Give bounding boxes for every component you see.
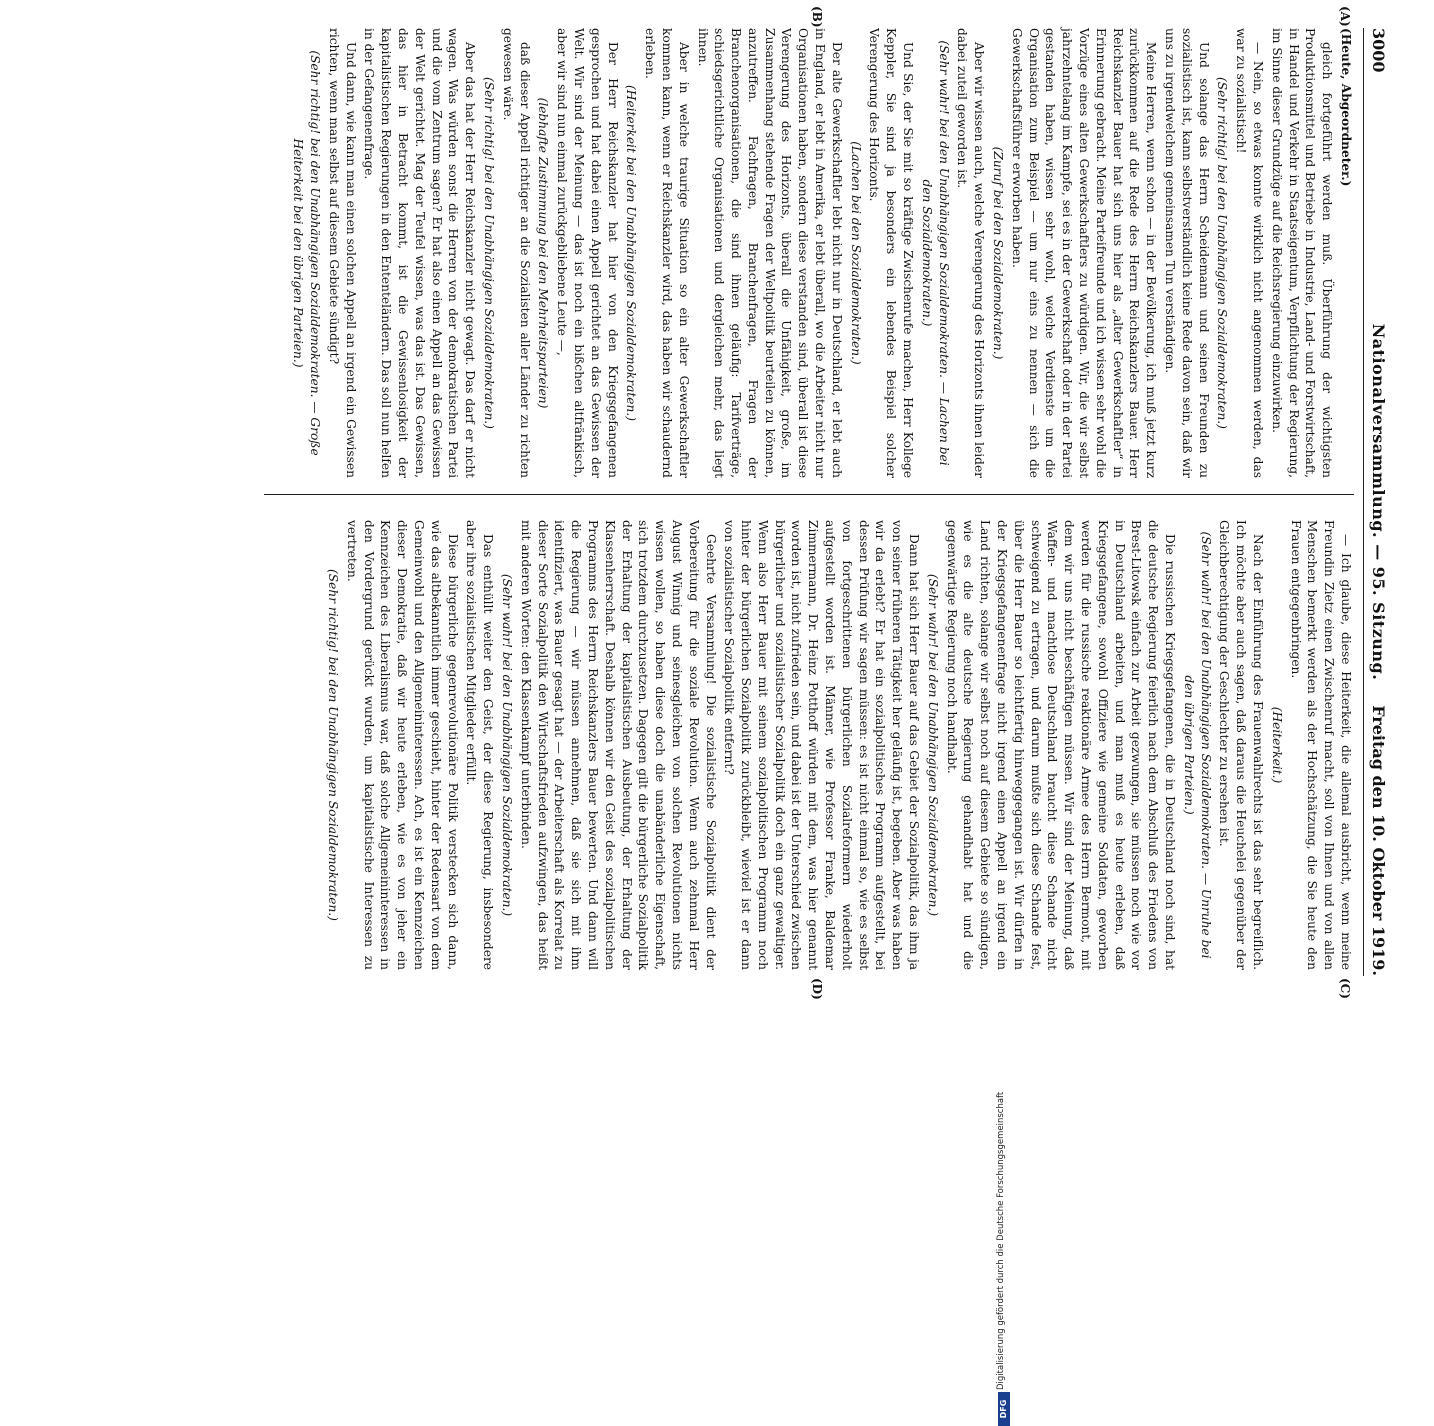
paragraph: Der Herr Reichskanzler hat hier von den Kriegsgefangenen gesprochen und hat dabei einen Appell gerichtet an das Gewissen der Welt. Wir sind der Meinung — das ist noch ein bißchen altfränkisch, aber wir sind nun einmal zurückgebliebene Leute —, [555,28,620,478]
paragraph: Der alte Gewerkschaftler lebt nicht nur in Deutschland, er lebt auch in England, er lebt in Amerika, er lebt überall, wo die Arbeiter nicht nur Organisationen haben, sondern diese verstanden sind, überall ist diese Verengerung des Horizonts, überall die Unfähigkeit, große, im Zusammenhang stehende Fragen der Weltpolitik beurteilen zu können, anzutreffen. Fachfragen, Branchenfragen, Fragen der Branchenorganisationen, die sind ihnen geläufig: Tarifverträge, schiedsgerichtliche Organisationen und dergleichen mehr, das liegt ihnen. [695,28,844,478]
paragraph: Aber wir wissen auch, welche Verengerung des Horizonts ihnen leider dabei zuteil geworden ist. [955,28,987,479]
session-date: Freitag den 10. Oktober 1919. [1369,705,1388,976]
paragraph: Aber das hat der Herr Reichskanzler nicht gewagt. Das darf er nicht wagen. Was würden sonst die Herren von der demokratischen Partei und die vom Zentrum sagen? Er hat also einen Appell an das Gewissen der Welt gerichtet. Mag der Teufel wissen, was das ist. Das Gewissen, das hier in Betracht kommt, ist die Gewissenlosigkeit der kapitalistischen Regierungen in den Ententeländern. Das soll nun helfen in der Gefangenenfrage. [362,28,478,478]
paragraph: Diese bürgerliche gegenrevolutionäre Politik verstecken sich dann, wie das altbekanntlich immer geschieht, hinter der Redensart von dem Gemeinwohl und den Allgemeininteressen. Ach, es ist ein Kennzeichen dieser Demokratie, daß wir heute erleben, wie es von jeher ein Kennzeichen des Liberalismus war, daß solche Allgemeininteressen in den Vordergrund gerückt wurden, um kapitalistische Interessen zu vertreten. [344,520,460,970]
paragraph: Dann hat sich Herr Bauer auf das Gebiet der Sozialpolitik, das ihm ja von seiner früheren Tätigkeit her geläufig ist, begeben. Aber was haben wir da erlebt? Er hat ein sozialpolitisches Programm aufgestellt, bei dessen Prüfung wir sagen müssen: es ist nicht einmal so, wie es selbst von fortgeschrittenen bürgerlichen Sozialreformern wiederholt aufgestellt worden ist. Männer, wie Professor Franke, Baldemar Zimmermann, Dr. Heinz Potthoff würden mit dem, was hier genannt worden ist, nicht zufrieden sein, und dabei ist der Unterschied zwischen bürgerlicher und sozialistischer Sozialpolitik doch ein ganz gewaltiger. Wenn also Herr Bauer mit seinem sozialpolitischen Programm noch hinter der bürgerlichen Sozialpolitik zurückbleibt, wieviel ist er dann von sozialistischer Sozialpolitik entfernt? [722,520,922,970]
interjection: (Sehr richtig! bei den Unabhängigen Sozialdemokraten. — Große Heiterkeit bei den übrigen Parteien.) [291,50,322,456]
paragraph: gleich fortgeführt werden muß. Überführung der wichtigsten Produktionsmittel und Betriebe in Industrie, Land- und Forstwirtschaft, in Handel und Verkehr in Staatseigentum, Verpflichtung der Regierung, im Sinne dieser Grundzüge auf die Reichsregierung einzuwirken. [1269,28,1335,478]
page-header [1362,28,1390,976]
interjection: (Sehr richtig! bei den Unabhängigen Sozialdemokraten.) [1215,77,1230,429]
column-divider [264,494,1354,495]
page-number: 3000 [1369,28,1388,73]
interjection: (Lachen bei den Sozialdemokraten.) [848,141,863,365]
margin-mark-d: (D) [810,978,824,1000]
margin-mark-c: (C) [1338,978,1352,999]
paragraph: daß dieser Appell richtiger an die Sozialisten aller Länder zu richten gewesen wäre. [500,28,532,478]
interjection: (Sehr wahr! bei den Unabhängigen Sozialdemokraten.) [499,573,514,917]
digitization-credit: Digitalisierung gefördert durch die Deutsche Forschungsgemeinschaft [996,1091,1006,1390]
running-title: Nationalversammlung. — 95. Sitzung. [1369,323,1388,681]
speaker-line: (Heute, Abgeordneter.) [1339,28,1353,187]
dfg-logo: DFG [998,1392,1010,1426]
paragraph: Meine Herren, wenn schon — in der Bevölkerung, ich muß jetzt kurz zurückkommen auf die Rede des Herrn Reichskanzlers Bauer. Herr Reichskanzler Bauer hat sich uns hier als „alter Gewerkschaftler“ in Erinnerung gebracht. Meine Parteifreunde und ich wissen sehr wohl die Vorzüge eines alten Gewerkschaftlers zu würdigen. Wir, die wir selbst jahrzehntelang im Kampfe, sei es in der Gewerkschaft oder in der Partei gestanden haben, wissen sehr wohl, welche Verdienste um die Organisation zum Beispiel — um nur eins zu nennen — sich die Gewerkschaftsführer erworben haben. [1009,28,1159,478]
paragraph: — Ich glaube, diese Heiterkeit, die allemal ausbricht, wenn meine Freundin Zietz einen Zwischenruf macht, soll von Ihnen und von allen Menschen bemerkt werden als der Hochschätzung, die Sie heute den Frauen entgegenbringen. [1288,520,1353,970]
interjection: (lebhafte Zustimmung bei den Mehrheitsparteien) [536,97,551,409]
interjection: (Heiterkeit bei den Unabhängigen Sozialdemokraten.) [624,85,639,421]
paragraph: Das enthüllt weiter den Geist, der diese Regierung, insbesondere aber ihre sozialistischen Mitglieder erfüllt. [464,520,496,970]
right-column [322,520,1354,970]
interjection: (Heiterkeit.) [1269,706,1284,784]
paragraph: Und solange das Herrn Scheidemann und seinen Freunden zu sozialistisch ist, kann selbstverständlich keine Rede davon sein, daß wir uns zu irgendwelchem gemeinsamen Tun verständigen. [1163,28,1211,478]
margin-mark-a: (A) [1338,6,1352,27]
interjection: (Sehr wahr! bei den Unabhängigen Sozialdemokraten. — Lachen bei den Sozialdemokraten.) [919,40,951,466]
paragraph: Aber in welche traurige Situation so ein alter Gewerkschaftler kommen kann, wenn er Reichskanzler wird, das haben wir schaudernd erleben. [643,28,691,478]
interjection: (Zuruf bei den Sozialdemokraten.) [991,146,1006,360]
paragraph: Und Sie, der Sie mit so kräftige Zwischenrufe machen, Herr Kollege Keppler, Sie sind ja besonders ein lebendes Beispiel solcher Verengerung des Horizonts. [867,28,916,478]
interjection: (Sehr wahr! bei den Unabhängigen Sozialdemokraten.) [925,573,940,917]
header-rule [1363,28,1364,976]
margin-mark-b: (B) [810,6,824,28]
paragraph: Die russischen Kriegsgefangenen, die in Deutschland noch sind, hat die deutsche Regierung feierlich nach dem Abschluß des Friedens von Brest-Litowsk einfach zur Arbeit gezwungen, sie müssen noch wie vor in Deutschland arbeiten, und man muß es heute erleben, daß Kriegsgefangene, sowohl Offiziere wie gemeine Soldaten, geworben werden für die russische reaktionäre Armee des Herrn Bermont, mit dem wir uns nicht beschäftigen müssen. Wir sind der Meinung, daß Waffen- und machtlose Deutschland braucht diese Schande nicht schweigend zu ertragen, und darum mußte sich diese Schande fest, über die Herr Bauer so leichtfertig hinweggegangen ist. Wir dürfen in der Kriegsgefangenenfrage nicht irgend einen Appell an irgend ein Land richten, solange wir selbst noch auf diesem Gebiete so sündigen, wie es die alte deutsche Regierung gehandhabt hat und die gegenwärtige Regierung noch handhabt. [944,520,1178,970]
interjection: (Sehr richtig! bei den Unabhängigen Sozialdemokraten.) [325,569,340,921]
paragraph: — Nein, so etwas konnte wirklich nicht angenommen werden, das war zu sozialistisch! [1234,28,1266,478]
paragraph: Und dann, wie kann man einen solchen Appell an irgend ein Gewissen richten, wenn man selbst auf diesem Gebiete sündigt? [326,28,358,478]
left-column [287,28,1354,478]
interjection: (Sehr richtig! bei den Unabhängigen Sozialdemokraten.) [481,77,496,429]
paragraph: Nach der Einführung des Frauenwahlrechts ist das sehr begreiflich. Ich möchte aber auch sagen, daß daraus die Heuchelei gegenüber der Gleichberechtigung der Geschlechter zu ersehen ist. [1217,520,1266,970]
interjection: (Sehr wahr! bei den Unabhängigen Sozialdemokraten. — Unruhe bei den übrigen Parteien.) [1181,531,1213,959]
paragraph: Geehrte Versammlung! Die sozialistische Sozialpolitik dient der Vorbereitung für die soziale Revolution. Wenn auch zehnmal Herr August Winnig und seinesgleichen von solchen Revolutionen nichts wissen wollen, so haben diese doch die unabänderliche Eigenschaft, sich trotzdem durchzusetzen. Dagegen gilt die bürgerliche Sozialpolitik der Erhaltung der kapitalistischen Ausbeutung, der Erhaltung der Klassenherrschaft. Deshalb können wir den Geist des sozialpolitischen Programms des Herrn Reichskanzlers Bauer bewerten. Und dann will die Regierung — wir müssen annehmen, daß sie sich mit ihm identifiziert, was Bauer gesagt hat — der Arbeiterschaft als Korrelat zu dieser Sorte Sozialpolitik den Wirtschaftsfrieden aufzwingen, das heißt mit anderen Worten: den Klassenkampf unterbinden. [518,520,718,970]
